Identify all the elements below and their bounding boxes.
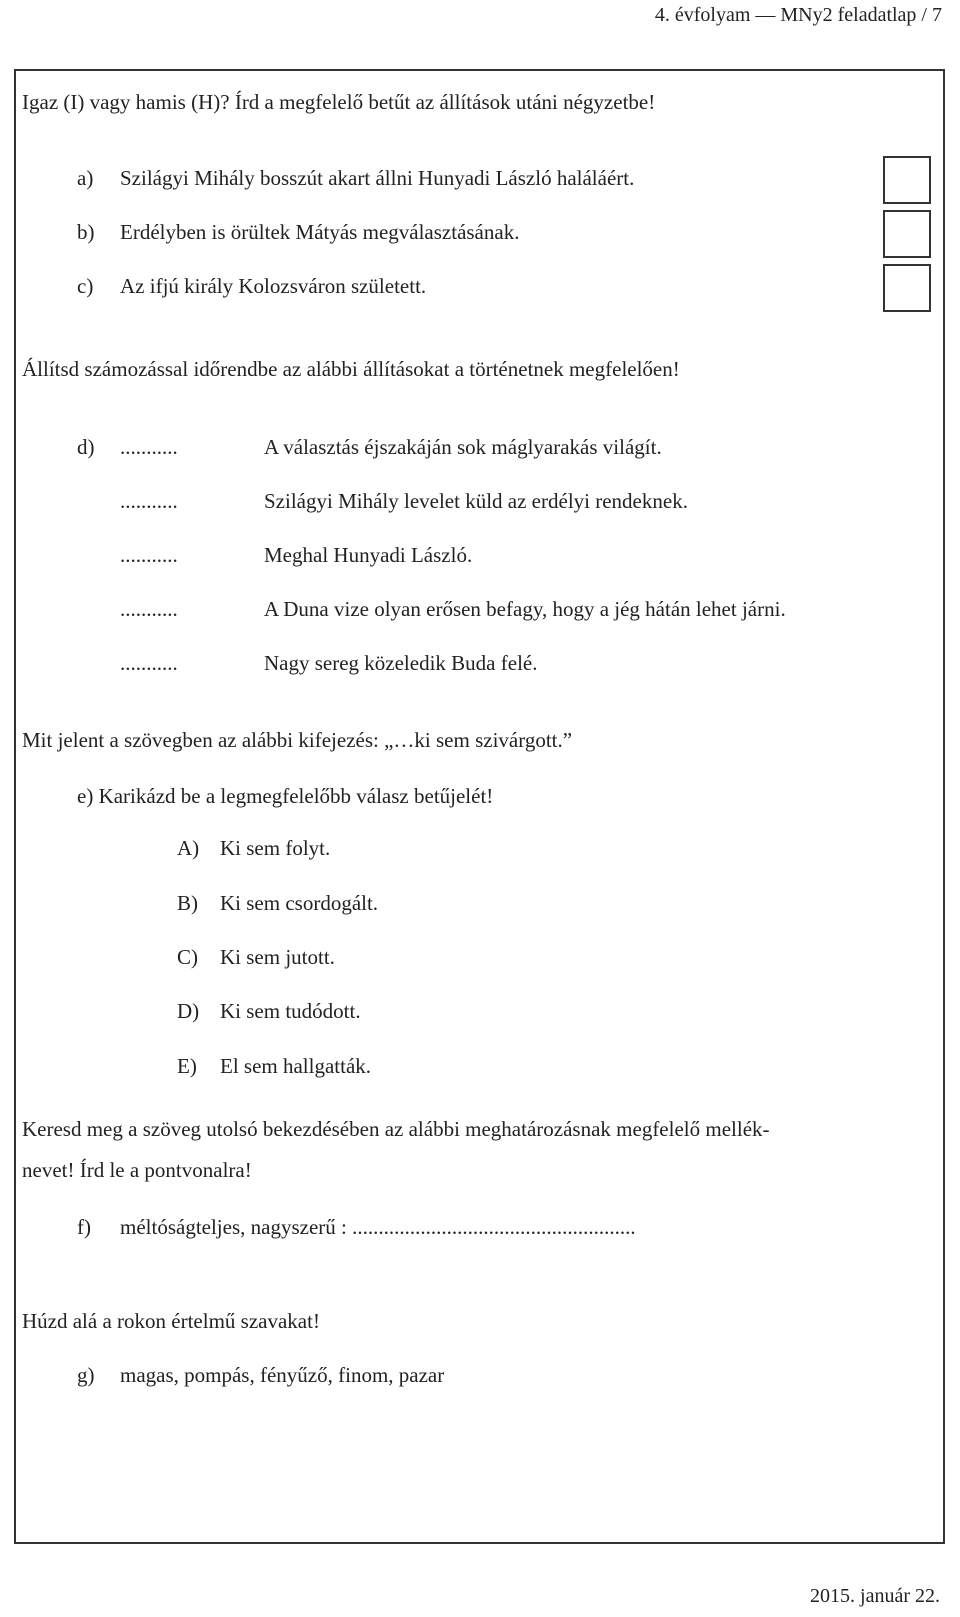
order-item-3: Meghal Hunyadi László. — [264, 543, 473, 567]
option-b-text: Ki sem csordogált. — [220, 891, 379, 915]
option-b-letter[interactable]: B) — [177, 891, 198, 915]
tf-instruction: Igaz (I) vagy hamis (H)? Írd a megfelelő betűt az állítások utáni négyzetbe! — [22, 90, 656, 114]
answer-box-b[interactable] — [883, 210, 931, 258]
tf-item-b-text: Erdélyben is örültek Mátyás megválasztásának. — [120, 220, 520, 244]
option-e-text: El sem hallgatták. — [220, 1054, 372, 1078]
option-d-text: Ki sem tudódott. — [220, 999, 361, 1023]
tf-item-b-letter: b) — [77, 220, 95, 244]
synonyms-instruction: Húzd alá a rokon értelmű szavakat! — [22, 1309, 320, 1333]
order-blank-1[interactable]: ........... — [120, 435, 178, 459]
option-a-text: Ki sem folyt. — [220, 836, 331, 860]
tf-item-c-text: Az ifjú király Kolozsváron született. — [120, 274, 427, 298]
meaning-question: Mit jelent a szövegben az alábbi kifejezés: „…ki sem szivárgott.” — [22, 728, 573, 752]
order-item-5: Nagy sereg közeledik Buda felé. — [264, 651, 538, 675]
order-item-4: A Duna vize olyan erősen befagy, hogy a jég hátán lehet járni. — [264, 597, 786, 621]
order-blank-5[interactable]: ........... — [120, 651, 178, 675]
option-e-letter[interactable]: E) — [177, 1054, 197, 1078]
order-letter: d) — [77, 435, 95, 459]
option-a-letter[interactable]: A) — [177, 836, 200, 860]
synonyms-words[interactable]: magas, pompás, fényűző, finom, pazar — [120, 1363, 445, 1387]
order-blank-2[interactable]: ........... — [120, 489, 178, 513]
order-blank-3[interactable]: ........... — [120, 543, 178, 567]
adjective-instruction-line2: nevet! Írd le a pontvonalra! — [22, 1158, 252, 1182]
order-item-2: Szilágyi Mihály levelet küld az erdélyi rendeknek. — [264, 489, 688, 513]
page-footer-date: 2015. január 22. — [810, 1585, 940, 1607]
tf-item-a-text: Szilágyi Mihály bosszút akart állni Hunyadi László haláláért. — [120, 166, 635, 190]
answer-box-c[interactable] — [883, 264, 931, 312]
page-header: 4. évfolyam — MNy2 feladatlap / 7 — [654, 4, 942, 26]
adjective-answer-line[interactable]: méltóságteljes, nagyszerű : ...................................................... — [120, 1215, 636, 1239]
meaning-instruction: e) Karikázd be a legmegfelelőbb válasz betűjelét! — [77, 784, 494, 808]
option-c-letter[interactable]: C) — [177, 945, 198, 969]
order-instruction: Állítsd számozással időrendbe az alábbi állításokat a történetnek megfelelően! — [22, 357, 680, 381]
order-blank-4[interactable]: ........... — [120, 597, 178, 621]
option-c-text: Ki sem jutott. — [220, 945, 335, 969]
synonyms-letter: g) — [77, 1363, 95, 1387]
answer-box-a[interactable] — [883, 156, 931, 204]
adjective-letter: f) — [77, 1215, 91, 1239]
tf-item-c-letter: c) — [77, 274, 94, 298]
order-item-1: A választás éjszakáján sok máglyarakás világít. — [264, 435, 662, 459]
adjective-instruction-line1: Keresd meg a szöveg utolsó bekezdésében az alábbi meghatározásnak megfelelő mellék- — [22, 1117, 770, 1141]
tf-item-a-letter: a) — [77, 166, 94, 190]
option-d-letter[interactable]: D) — [177, 999, 200, 1023]
